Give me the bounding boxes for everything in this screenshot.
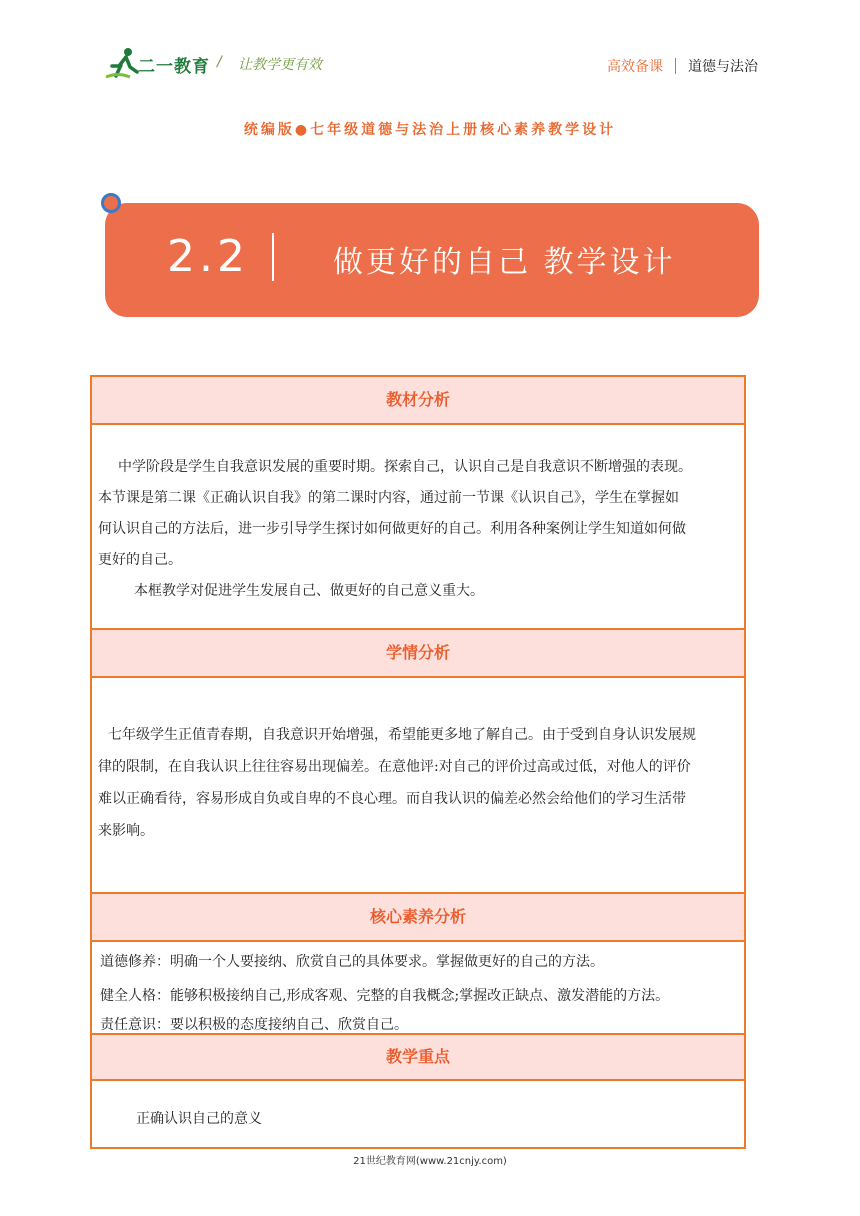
logo [104,46,334,82]
section-heading-textbook: 教材分析 [92,377,744,425]
section-heading-students: 学情分析 [92,630,744,678]
textbook-line-3: 何认识自己的方法后，进一步引导学生探讨如何做更好的自己。利用各种案例让学生知道如何做 [98,521,686,537]
title-banner [105,203,759,317]
textbook-line-5: 本框教学对促进学生发展自己、做更好的自己意义重大。 [134,583,484,599]
page-subtitle: 统编版●七年级道德与法治上册核心素养教学设计 [243,122,617,138]
competency-line-2: 健全人格：能够积极接纳自己,形成客观、完整的自我概念;掌握改正缺点、激发潜能的方法。 [100,988,670,1004]
header-right [607,56,758,76]
textbook-line-1: 中学阶段是学生自我意识发展的重要时期。探索自己，认识自己是自我意识不断增强的表现。 [118,459,692,475]
student-line-2: 律的限制，在自我认识上往往容易出现偏差。在意他评:对自己的评价过高或过低，对他人的评价 [98,759,691,775]
section-heading-competency: 核心素养分析 [92,894,744,942]
student-line-1: 七年级学生正值青春期，自我意识开始增强，希望能更多地了解自己。由于受到自身认识发展规 [108,727,696,743]
lesson-title: 做更好的自己 教学设计 [333,245,676,280]
student-line-4: 来影响。 [98,823,154,839]
competency-line-1: 道德修养：明确一个人要接纳、欣赏自己的具体要求。掌握做更好的自己的方法。 [100,954,604,970]
key-point-text: 正确认识自己的意义 [136,1111,262,1127]
design-table [90,375,746,1149]
page-footer: 21世纪教育网(www.21cnjy.com) [353,1156,507,1167]
slogan: 让教学更有效 [238,57,322,73]
textbook-line-2: 本节课是第二课《正确认识自我》的第二课时内容，通过前一节课《认识自己》，学生在掌握如 [98,490,679,506]
header-category: 高效备课 [607,59,663,75]
textbook-line-4: 更好的自己。 [98,552,182,568]
student-analysis [98,719,742,847]
student-line-3: 难以正确看待，容易形成自负或自卑的不良心理。而自我认识的偏差必然会给他们的学习生活带 [98,791,686,807]
slogan-separator: / [217,54,222,70]
header-subject: 道德与法治 [688,59,758,75]
header-divider [675,58,676,74]
banner-divider [272,233,274,281]
lesson-number: 2.2 [167,231,249,282]
textbook-analysis [98,452,742,607]
competency-line-3: 责任意识：要以积极的态度接纳自己、欣赏自己。 [100,1017,408,1033]
banner-dot [101,193,121,213]
page-header [0,0,860,100]
logo-text: 二一教育 [138,57,210,77]
section-heading-key-points: 教学重点 [92,1035,744,1081]
